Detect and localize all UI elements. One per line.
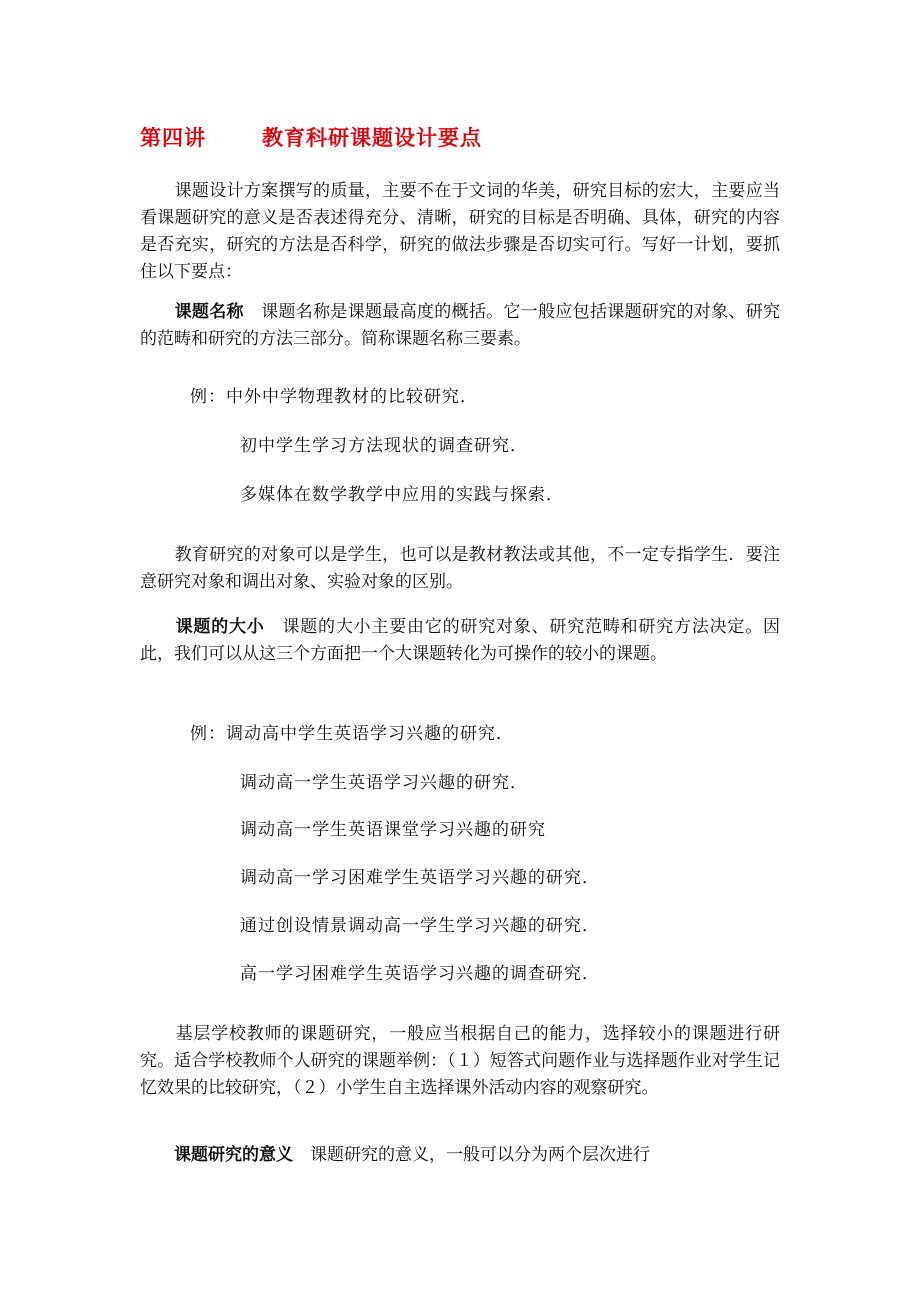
- section-heading-title: 课题名称: [174, 302, 244, 322]
- section-size-text: 课题的大小主要由它的研究对象、研究范畴和研究方法决定。因此，我们可以从这三个方面把一个大课题转化为可操作的较小的课题。: [140, 617, 781, 664]
- section-significance-text: 课题研究的意义，一般可以分为两个层次进行: [310, 1145, 650, 1165]
- example1-line-2: 初中学生学习方法现状的调查研究．: [240, 436, 528, 456]
- example2-line-5: 通过创设情景调动高一学生学习兴趣的研究．: [240, 916, 600, 936]
- section-heading-significance: 课题研究的意义: [174, 1145, 293, 1165]
- section-significance-paragraph: [140, 1142, 780, 1169]
- research-object-paragraph: 教育研究的对象可以是学生，也可以是教材教法或其他，不一定专指学生．要注意研究对象和调出对象、实验对象的区别。: [140, 545, 780, 592]
- section-size-paragraph: [140, 614, 780, 668]
- example2-line-1: [190, 722, 514, 746]
- example-item: 调动高中学生英语学习兴趣的研究．: [226, 724, 514, 744]
- example-prefix: 例：: [190, 387, 226, 407]
- example1-line-1: [190, 385, 478, 409]
- example2-line-2: 调动高一学生英语学习兴趣的研究．: [240, 773, 528, 793]
- example2-line-3: 调动高一学生英语课堂学习兴趣的研究: [240, 820, 546, 840]
- section-title-paragraph: [140, 299, 780, 353]
- example2-line-4: 调动高一学习困难学生英语学习兴趣的研究．: [240, 868, 600, 888]
- lecture-topic: 教育科研课题设计要点: [262, 126, 482, 150]
- lecture-number: 第四讲: [140, 126, 206, 150]
- basic-school-paragraph: 基层学校教师的课题研究，一般应当根据自己的能力，选择较小的课题进行研究。适合学校教师个人研究的课题举例：（１）短答式问题作业与选择题作业对学生记忆效果的比较研究，（２）小学生自主选择课外活动内容的观察研究。: [140, 1024, 780, 1098]
- intro-paragraph: 课题设计方案撰写的质量，主要不在于文词的华美，研究目标的宏大，主要应当看课题研究的意义是否表述得充分、清晰，研究的目标是否明确、具体，研究的内容是否充实，研究的方法是否科学，研究的做法步骤是否切实可行。写好一计划，要抓住以下要点：: [140, 181, 780, 282]
- example2-line-6: 高一学习困难学生英语学习兴趣的调查研究．: [240, 964, 600, 984]
- example1-line-3: 多媒体在数学教学中应用的实践与探索．: [240, 485, 564, 505]
- section-heading-size: 课题的大小: [175, 617, 265, 637]
- section-title-text: 课题名称是课题最高度的概括。它一般应包括课题研究的对象、研究的范畴和研究的方法三部分。简称课题名称三要素。: [140, 302, 781, 349]
- example-item: 中外中学物理教材的比较研究．: [226, 387, 478, 407]
- example-prefix: 例：: [190, 724, 226, 744]
- document-title: [140, 122, 482, 152]
